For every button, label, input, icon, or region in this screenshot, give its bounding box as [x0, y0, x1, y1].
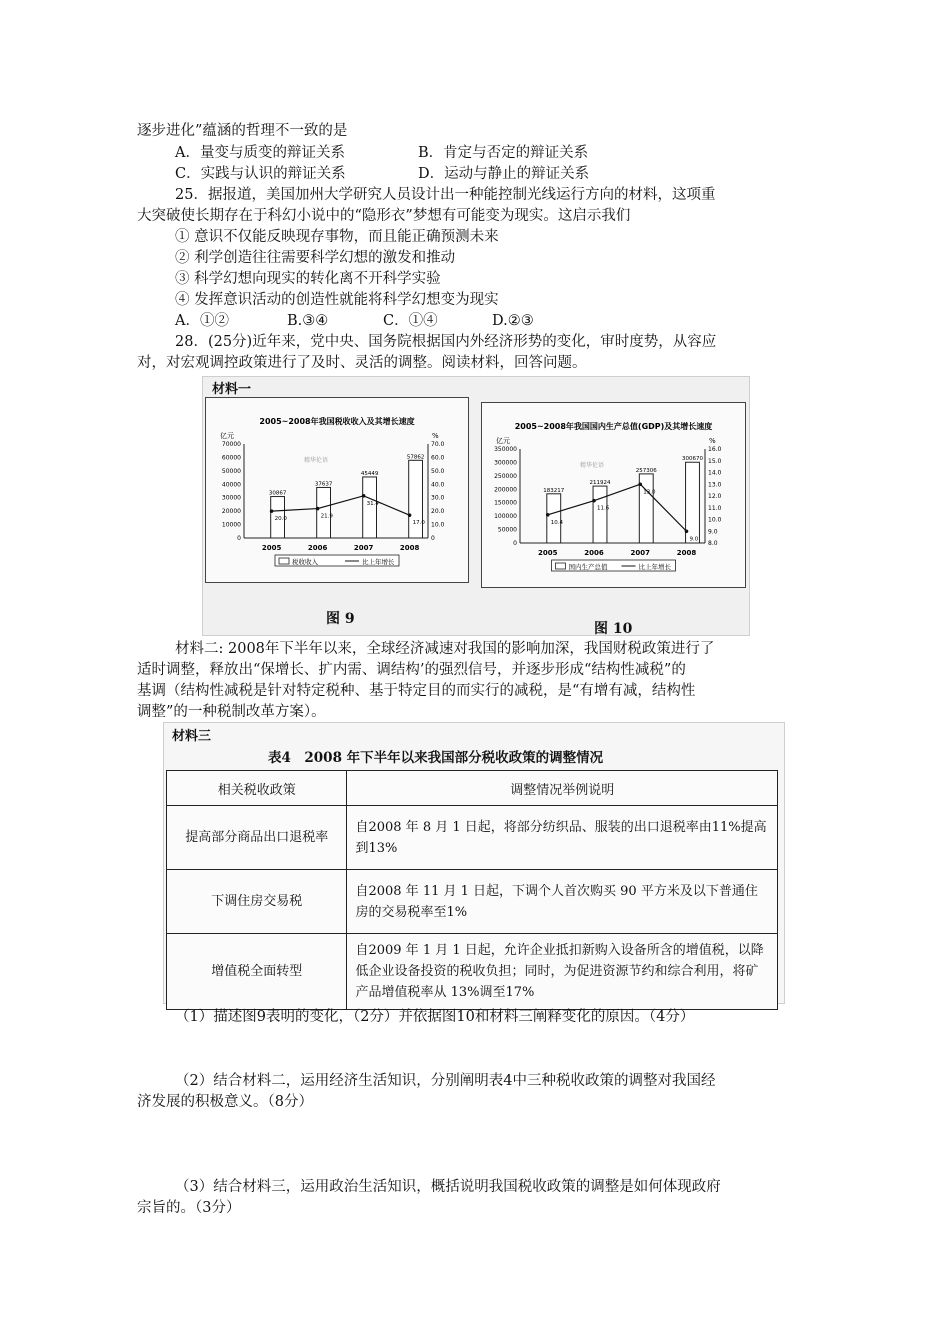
fig9-y2-tick: 40.0: [431, 481, 445, 489]
q25-option-d: D.②③: [492, 313, 534, 329]
q24-option-c: C．实践与认识的辩证关系: [175, 166, 346, 182]
q25-option-c: C．①④: [383, 313, 438, 329]
table4-cell-policy: 增值税全面转型: [167, 934, 347, 1010]
fig9-x-tick: 2006: [307, 544, 328, 552]
fig10-bar: [593, 486, 607, 543]
fig9-y-tick: 40000: [221, 481, 241, 489]
q25-stem-line2: 大突破使长期存在于科幻小说中的“隐形衣”梦想有可能变为现实。这启示我们: [137, 208, 631, 224]
material2-line2: 适时调整，释放出“保增长、扩内需、调结构’的强烈信号，并逐步形成“结构性减税”的: [137, 662, 686, 678]
q25-item-2: ② 利学创造往往需要科学幻想的激发和推动: [175, 250, 456, 266]
fig9-growth-point: [316, 507, 320, 511]
fig10-x-tick: 2007: [630, 549, 650, 557]
fig10-legend-bar-swatch: [556, 563, 566, 569]
fig9-legend-bar-swatch: [279, 558, 289, 564]
fig10-bar-label: 300670: [682, 456, 703, 463]
fig9-y2-tick: 50.0: [431, 467, 445, 475]
fig9-y-tick: 60000: [221, 454, 241, 462]
table4-cell-policy: 下调住房交易税: [167, 870, 347, 934]
material2-line4: 调整”的一种税制改革方案）。: [137, 704, 326, 720]
fig9-growth-line: [272, 496, 410, 515]
fig10-bar-label: 257306: [635, 467, 657, 474]
q25-option-a: A．①②: [175, 313, 229, 329]
fig10-y-tick: 150000: [494, 499, 517, 507]
fig9-bar: [363, 477, 377, 538]
fig9-x-tick: 2007: [353, 544, 374, 552]
material1-label: 材料一: [212, 382, 252, 397]
fig9-y-tick: 10000: [221, 521, 241, 529]
fig9-frame: [205, 397, 469, 583]
fig9-chart: [206, 398, 468, 582]
fig10-growth-point: [592, 499, 596, 503]
table4-cell-detail: 自2008 年 8 月 1 日起，将部分纺织品、服装的出口退税率由11%提高到13%: [347, 806, 778, 870]
q28-stem-line1: 28．(25分)近年来，党中央、国务院根据国内外经济形势的变化，审时度势，从容应: [175, 334, 717, 350]
fig10-y-tick: 200000: [494, 486, 517, 494]
fig10-growth-label: 13.0: [643, 489, 656, 496]
fig10-y2-tick: 13.0: [708, 481, 722, 489]
fig9-growth-label: 31.4: [366, 500, 379, 507]
fig10-bar: [547, 494, 561, 543]
fig9-y-tick: 20000: [221, 508, 241, 516]
table-row: [167, 934, 778, 1010]
fig9-growth-label: 20.0: [274, 516, 287, 523]
fig9-bar: [409, 460, 423, 538]
table4-header-detail: 调整情况举例说明: [347, 771, 778, 806]
fig9-y2-tick: 60.0: [431, 454, 445, 462]
fig10-y2label: %: [709, 437, 716, 445]
fig9-y-tick: 0: [237, 535, 241, 542]
fig10-caption: 图 10: [594, 621, 633, 637]
fig10-growth-label: 10.4: [550, 519, 563, 526]
fig10-y-tick: 300000: [494, 459, 517, 467]
fig10-x-tick: 2006: [584, 549, 604, 557]
table-row: [167, 806, 778, 870]
fig10-y2-tick: 10.0: [708, 516, 722, 524]
fig9-y2-tick: 70.0: [431, 441, 445, 448]
fig10-frame: [481, 402, 746, 588]
fig9-y2-tick: 30.0: [431, 494, 445, 502]
fig10-growth-label: 11.6: [597, 505, 610, 512]
fig9-growth-label: 17.0: [412, 520, 425, 527]
fig10-growth-line: [548, 484, 687, 531]
fig10-growth-label: 9.0: [689, 536, 699, 543]
fig9-y2-tick: 20.0: [431, 508, 445, 516]
table4-cell-policy: 提高部分商品出口退税率: [167, 806, 347, 870]
fig10-legend-line-label: 比上年增长: [638, 563, 671, 571]
q24-option-a: A．量变与质变的辩证关系: [175, 145, 345, 161]
material3-label: 材料三: [172, 729, 212, 744]
fig10-y2-tick: 15.0: [708, 457, 722, 465]
fig10-chart: [482, 403, 745, 587]
fig9-x-tick: 2008: [399, 544, 420, 552]
fig9-watermark: 精华伦语: [304, 457, 329, 464]
fig10-y2-tick: 14.0: [708, 469, 722, 477]
fig10-y2-tick: 9.0: [708, 528, 718, 536]
q24-option-b: B．肯定与否定的辩证关系: [418, 145, 589, 161]
table4-header-policy: 相关税收政策: [167, 771, 347, 806]
fig10-growth-point: [685, 529, 689, 533]
fig9-bar-label: 30867: [268, 490, 287, 497]
table4-cell-detail: 自2009 年 1 月 1 日起，允许企业抵扣新购入设备所含的增值税，以降低企业设备投资的税收负担；同时，为促进资源节约和综合利用，将矿产品增值税率从 13%调至17%: [347, 934, 778, 1010]
fig10-watermark: 精华伦语: [580, 462, 605, 469]
fig9-y2label: %: [432, 432, 439, 440]
subquestion-3-line1: （3）结合材料三，运用政治生活知识，概括说明我国税收政策的调整是如何体现政府: [175, 1179, 721, 1195]
fig9-growth-point: [270, 509, 274, 513]
fig10-bar-label: 183217: [543, 487, 565, 494]
fig9-title: 2005~2008年我国税收收入及其增长速度: [259, 417, 415, 426]
fig9-caption: 图 9: [326, 611, 355, 627]
q25-item-4: ④ 发挥意识活动的创造性就能将科学幻想变为现实: [175, 292, 499, 308]
table4-cell-detail: 自2008 年 11 月 1 日起，下调个人首次购买 90 平方米及以下普通住房的交易税率至1%: [347, 870, 778, 934]
q24-stem-tail: 逐步进化”蕴涵的哲理不一致的是: [137, 123, 348, 139]
material2-line1: 材料二: 2008年下半年以来，全球经济减速对我国的影响加深，我国财税政策进行了: [175, 641, 715, 657]
fig9-growth-point: [408, 513, 412, 517]
table4: [166, 770, 778, 1010]
fig10-ylabel: 亿元: [496, 437, 510, 445]
material2-line3: 基调（结构性减税是针对特定税种、基于特定目的而实行的减税，是“有增有减，结构性: [137, 683, 696, 699]
fig10-y-tick: 0: [513, 540, 517, 547]
fig10-x-tick: 2005: [538, 549, 558, 557]
q25-item-3: ③ 科学幻想向现实的转化离不开科学实验: [175, 271, 441, 287]
fig10-y2-tick: 12.0: [708, 493, 722, 500]
table-row: [167, 870, 778, 934]
fig9-legend-bar-label: 税收收入: [292, 558, 318, 566]
fig10-y2-tick: 8.0: [708, 540, 718, 547]
fig9-y2-tick: 10.0: [431, 521, 445, 529]
q25-item-1: ① 意识不仅能反映现存事物，而且能正确预测未来: [175, 229, 499, 245]
fig10-y-tick: 350000: [494, 446, 517, 453]
fig9-growth-point: [362, 494, 366, 498]
q25-option-b: B.③④: [287, 313, 329, 329]
q28-stem-line2: 对，对宏观调控政策进行了及时、灵活的调整。阅读材料，回答问题。: [137, 355, 587, 371]
table4-header-row: [167, 771, 778, 806]
fig9-ylabel: 亿元: [220, 432, 234, 440]
fig9-legend-line-label: 比上年增长: [362, 558, 395, 566]
subquestion-2-line1: （2）结合材料二，运用经济生活知识，分别阐明表4中三种税收政策的调整对我国经: [175, 1073, 716, 1089]
fig9-bar-label: 57862: [406, 454, 425, 461]
fig10-growth-point: [638, 482, 642, 486]
fig10-y-tick: 50000: [497, 526, 517, 534]
fig10-legend-bar-label: 国内生产总值: [568, 563, 608, 571]
fig10-title: 2005~2008年我国国内生产总值(GDP)及其增长速度: [514, 422, 713, 431]
fig10-y-tick: 250000: [494, 472, 517, 480]
q24-option-d: D．运动与静止的辩证关系: [418, 166, 590, 182]
fig10-y-tick: 100000: [494, 513, 517, 521]
subquestion-3-line2: 宗旨的。（3分）: [137, 1200, 241, 1216]
subquestion-1: （1）描述图9表明的变化，（2分）并依据图10和材料三阐释变化的原因。（4分）: [175, 1009, 695, 1025]
fig10-bar-label: 211924: [589, 480, 611, 487]
q25-stem-line1: 25．据报道，美国加州大学研究人员设计出一种能控制光线运行方向的材料，这项重: [175, 187, 716, 203]
fig10-y2-tick: 16.0: [708, 446, 722, 453]
fig9-bar-label: 45449: [360, 470, 379, 477]
fig9-y2-tick: 0: [431, 535, 435, 542]
fig9-x-tick: 2005: [261, 544, 282, 552]
table4-title: 表4 2008 年下半年以来我国部分税收政策的调整情况: [268, 750, 604, 766]
fig9-y-tick: 70000: [221, 441, 241, 448]
subquestion-2-line2: 济发展的积极意义。（8分）: [137, 1094, 313, 1110]
fig10-growth-point: [546, 513, 550, 517]
fig9-growth-label: 21.9: [320, 513, 333, 520]
fig9-bar-label: 37637: [314, 481, 333, 488]
fig9-y-tick: 30000: [221, 494, 241, 502]
fig10-x-tick: 2008: [676, 549, 697, 557]
fig9-y-tick: 50000: [221, 467, 241, 475]
fig10-y2-tick: 11.0: [708, 504, 722, 512]
